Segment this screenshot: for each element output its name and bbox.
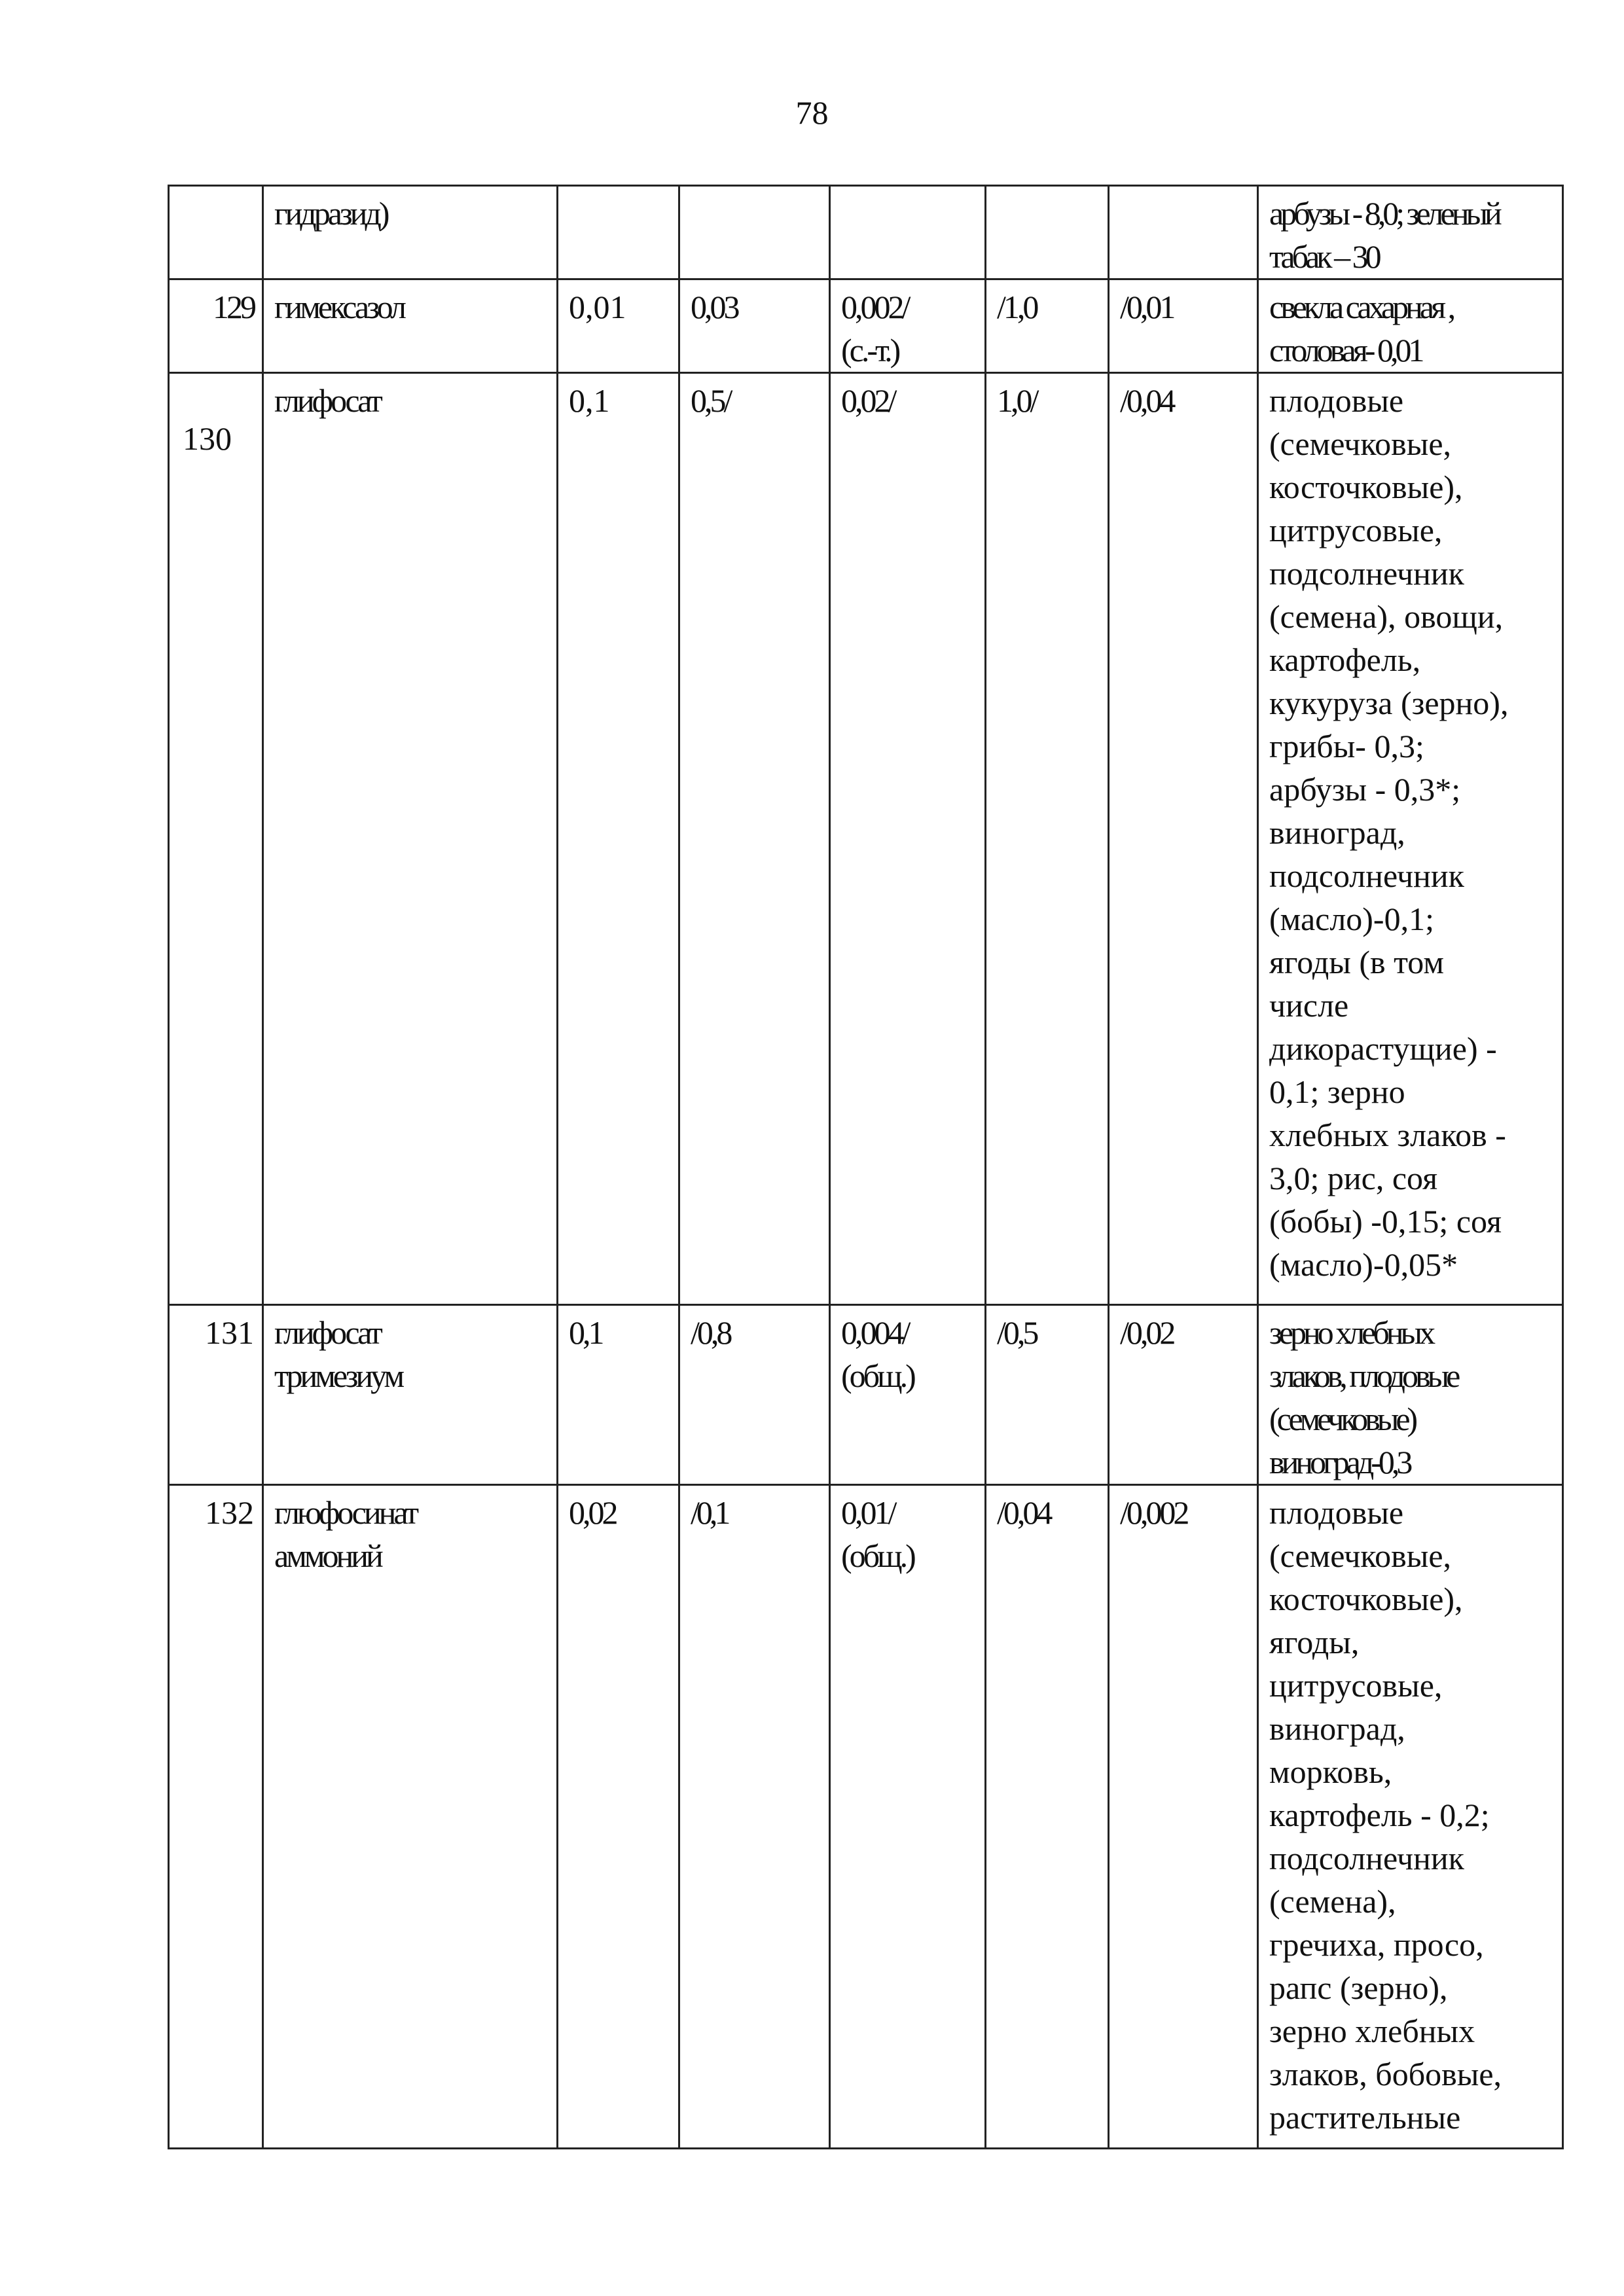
value-cell: 0,03 bbox=[679, 279, 830, 373]
pesticide-table bbox=[168, 185, 1564, 2149]
value-cell: 1,0/ bbox=[986, 373, 1109, 1305]
row-number: 132 bbox=[169, 1485, 263, 2149]
table-row bbox=[169, 279, 1563, 373]
value-cell: /0,002 bbox=[1109, 1485, 1258, 2149]
value-cell: /0,8 bbox=[679, 1305, 830, 1485]
page-number: 78 bbox=[795, 94, 829, 131]
substance-name: глюфосинат аммоний bbox=[263, 1485, 558, 2149]
substance-name: глифосат тримезиум bbox=[263, 1305, 558, 1485]
substance-name: гимексазол bbox=[263, 279, 558, 373]
value-cell: 0,004/ (общ.) bbox=[830, 1305, 986, 1485]
value-cell: /0,04 bbox=[1109, 373, 1258, 1305]
substance-name: гидразид) bbox=[263, 186, 558, 279]
note-cell: арбузы - 8,0; зеленый табак – 30 bbox=[1258, 186, 1563, 279]
value-cell: 0,02/ bbox=[830, 373, 986, 1305]
table-row bbox=[169, 373, 1563, 1305]
table-row bbox=[169, 186, 1563, 279]
value-cell: /0,04 bbox=[986, 1485, 1109, 2149]
note-cell: плодовые (семечковые, косточковые), ягоды, цитрусовые, виноград, морковь, картофель - 0,2; подсолнечник (семена), гречиха, просо, рапс (зерно), зерно хлебных злаков, бобовые, растительные bbox=[1258, 1485, 1563, 2149]
value-cell: /0,1 bbox=[679, 1485, 830, 2149]
row-number: 129 bbox=[169, 279, 263, 373]
value-cell: 0,02 bbox=[558, 1485, 679, 2149]
row-number bbox=[169, 186, 263, 279]
table-row bbox=[169, 1305, 1563, 1485]
value-cell: 0,1 bbox=[558, 373, 679, 1305]
note-cell: зерно хлебных злаков, плодовые (семечковые) виноград-0,3 bbox=[1258, 1305, 1563, 1485]
row-number: 131 bbox=[169, 1305, 263, 1485]
note-cell: свекла сахарная , столовая- 0,01 bbox=[1258, 279, 1563, 373]
note-cell: плодовые (семечковые, косточковые), цитрусовые, подсолнечник (семена), овощи, картофель, кукуруза (зерно), грибы- 0,3; арбузы - 0,3*; виноград, подсолнечник (масло)-0,1; ягоды (в том числе дикорастущие) - 0,1; зерно хлебных злаков - 3,0; рис, соя (бобы) -0,15; соя (масло)-0,05* bbox=[1258, 373, 1563, 1305]
value-cell bbox=[679, 186, 830, 279]
value-cell: /1,0 bbox=[986, 279, 1109, 373]
table-row bbox=[169, 1485, 1563, 2149]
value-cell: 0,1 bbox=[558, 1305, 679, 1485]
value-cell: 0,01/ (общ.) bbox=[830, 1485, 986, 2149]
value-cell bbox=[830, 186, 986, 279]
value-cell: /0,01 bbox=[1109, 279, 1258, 373]
value-cell bbox=[1109, 186, 1258, 279]
value-cell bbox=[558, 186, 679, 279]
row-number: 130 bbox=[169, 373, 263, 1305]
value-cell: /0,02 bbox=[1109, 1305, 1258, 1485]
value-cell: 0,002/ (с.-т.) bbox=[830, 279, 986, 373]
value-cell: /0,5 bbox=[986, 1305, 1109, 1485]
value-cell: 0,01 bbox=[558, 279, 679, 373]
substance-name: глифосат bbox=[263, 373, 558, 1305]
value-cell: 0,5/ bbox=[679, 373, 830, 1305]
value-cell bbox=[986, 186, 1109, 279]
